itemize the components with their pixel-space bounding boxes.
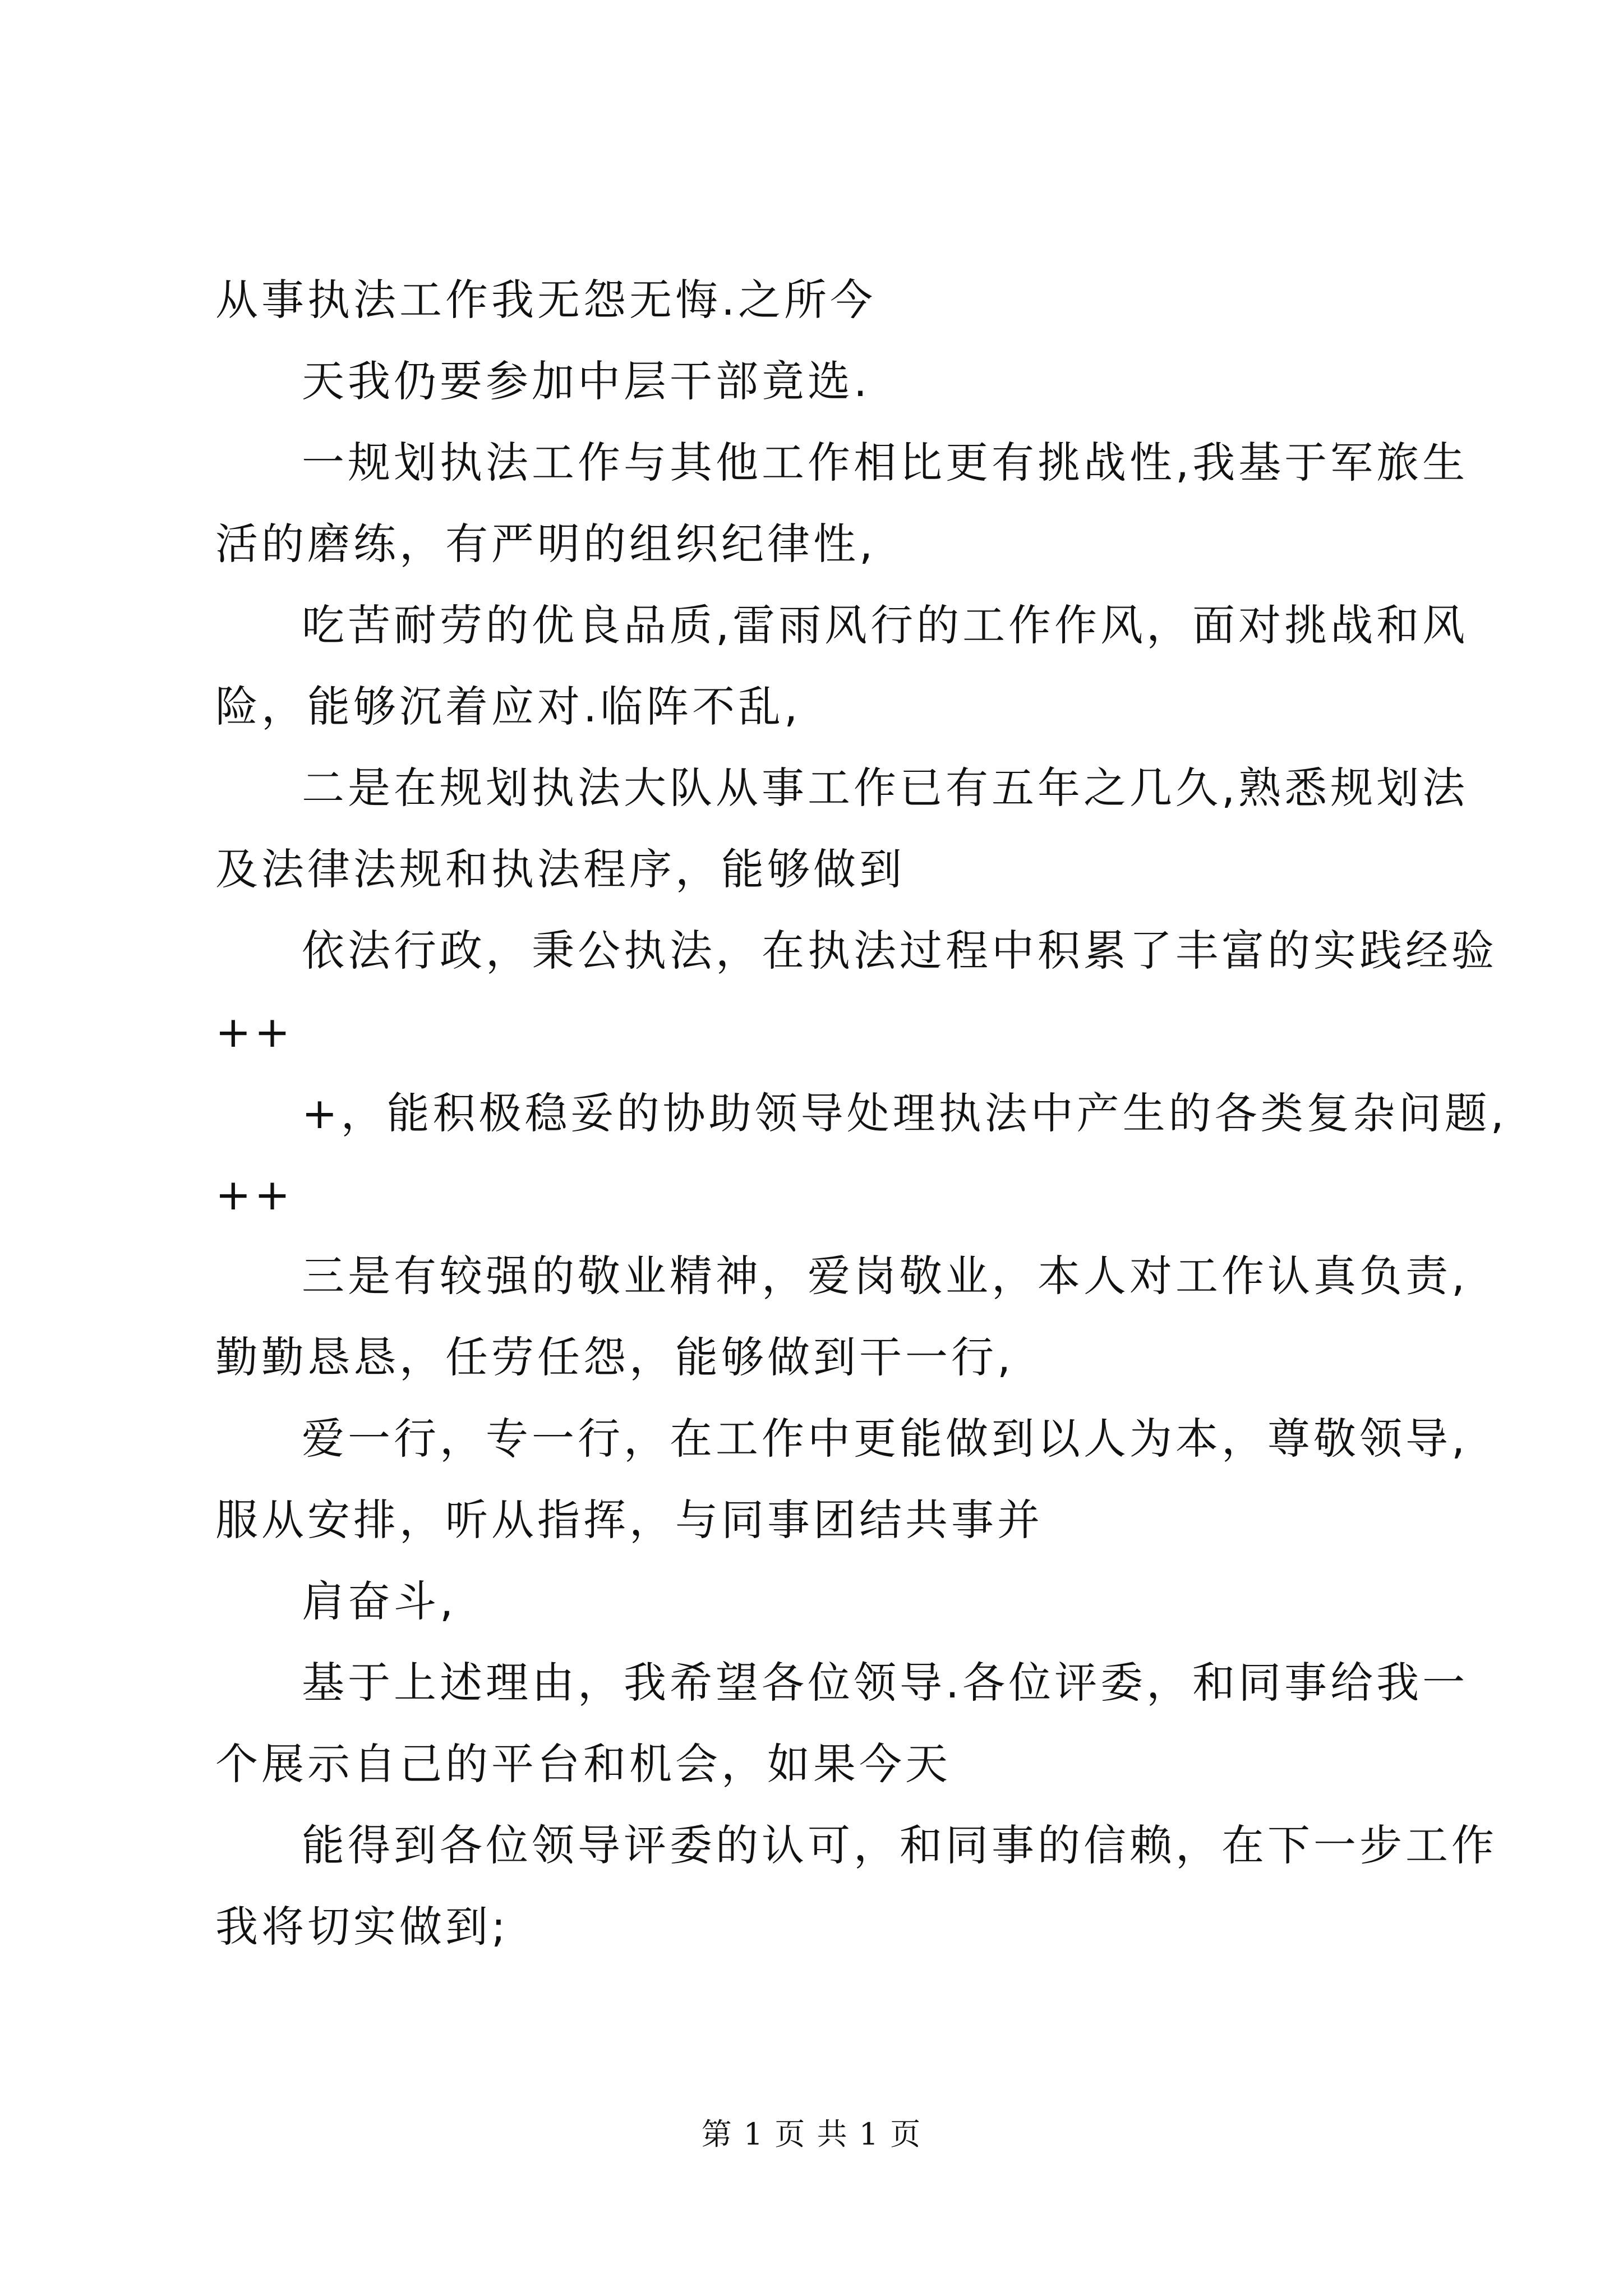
text-line-10: ++ [215, 1007, 294, 1057]
text-line-11: +，能积极稳妥的协助领导处理执法中产生的各类复杂问题, [302, 1088, 1507, 1138]
text-line-1: 从事执法工作我无怨无悔.之所今 [215, 275, 877, 325]
text-line-21: 我将切实做到; [215, 1902, 509, 1952]
page-number-footer: 第 1 页 共 1 页 [701, 2116, 922, 2152]
text-line-12: ++ [215, 1170, 294, 1220]
text-line-9: 依法行政，秉公执法，在执法过程中积累了丰富的实践经验 [302, 926, 1497, 976]
document-body [215, 259, 1507, 1967]
text-line-2: 天我仍要参加中层干部竟选. [302, 356, 871, 406]
text-line-14: 勤勤恳恳，任劳任怨，能够做到干一行, [215, 1332, 1015, 1382]
text-line-19: 个展示自己的平台和机会，如果今天 [215, 1739, 951, 1789]
text-line-7: 二是在规划执法大队从事工作已有五年之几久,熟悉规划法 [302, 763, 1469, 813]
text-line-8: 及法律法规和执法程序，能够做到 [215, 844, 905, 894]
text-line-16: 服从安排，听从指挥，与同事团结共事并 [215, 1495, 1043, 1545]
text-line-4: 活的磨练，有严明的组织纪律性, [215, 519, 877, 569]
text-line-3: 一规划执法工作与其他工作相比更有挑战性,我基于军旅生 [302, 438, 1469, 487]
text-line-13: 三是有较强的敬业精神，爱岗敬业，本人对工作认真负责, [302, 1251, 1469, 1301]
text-line-18: 基于上述理由，我希望各位领导.各位评委，和同事给我一 [302, 1658, 1469, 1708]
text-line-17: 肩奋斗, [302, 1576, 457, 1626]
text-line-15: 爱一行，专一行，在工作中更能做到以人为本，尊敬领导, [302, 1414, 1469, 1464]
text-line-6: 险，能够沉着应对.临阵不乱, [215, 682, 801, 731]
text-line-20: 能得到各位领导评委的认可，和同事的信赖，在下一步工作 [302, 1820, 1497, 1870]
text-line-5: 吃苦耐劳的优良品质,雷雨风行的工作作风，面对挑战和风 [302, 600, 1469, 650]
